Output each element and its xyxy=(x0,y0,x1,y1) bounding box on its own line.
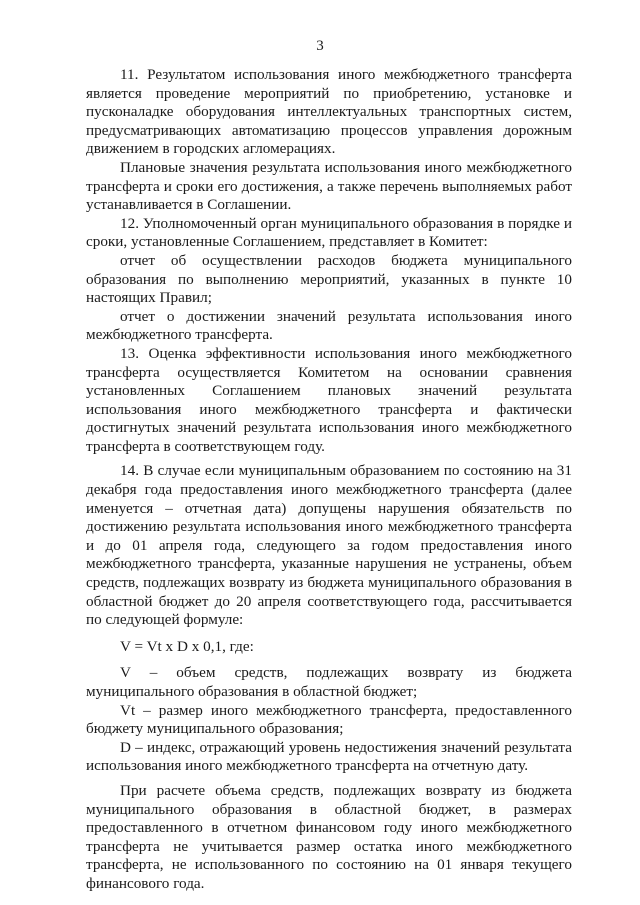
paragraph-12-reporting: 12. Уполномоченный орган муниципального образования в порядке и сроки, установленные Соглашением, представляет в Комитет: xyxy=(86,214,572,251)
paragraph-11-result: 11. Результатом использования иного межбюджетного трансферта является проведение мероприятий по приобретению, установке и пусконаладке оборудования интеллектуальных транспортных систем, предусматривающих автоматизацию процессов управления дорожным движением в городских агломерациях. xyxy=(86,66,572,158)
definition-v: V – объем средств, подлежащих возврату из бюджета муниципального образования в областной бюджет; xyxy=(86,664,572,700)
paragraph-14-violation: 14. В случае если муниципальным образованием по состоянию на 31 декабря года предоставления иного межбюджетного трансферта (далее именуется – отчетная дата) допущены нарушения обязательств по достижению результата использования иного межбюджетного трансферта и до 01 апреля года, следующего за годом предоставления иного межбюджетного трансферта, указанные нарушения не устранены, объем средств, подлежащих возврату из бюджета муниципального образования в областной бюджет до 20 апреля соответствующего года, рассчитывается по следующей формуле: xyxy=(86,462,572,629)
definition-vt: Vt – размер иного межбюджетного трансферта, предоставленного бюджету муниципального образования; xyxy=(86,701,572,738)
definition-d: D – индекс, отражающий уровень недостижения значений результата использования иного межбюджетного трансферта на отчетную дату. xyxy=(86,738,572,775)
paragraph-planned-values: Плановые значения результата использования иного межбюджетного трансферта и сроки его достижения, а также перечень выполняемых работ устанавливается в Соглашении. xyxy=(86,158,572,214)
page-number: 3 xyxy=(316,38,324,54)
formula: V = Vt x D x 0,1, где: xyxy=(120,637,254,655)
paragraph-report-expenses: отчет об осуществлении расходов бюджета муниципального образования по выполнению мероприятий, указанных в пункте 10 настоящих Правил; xyxy=(86,251,572,307)
document-body xyxy=(86,66,572,894)
paragraph-calculation-note: При расчете объема средств, подлежащих возврату из бюджета муниципального образования в областной бюджет, в размерах предоставленного в отчетном финансовом году иного межбюджетного трансферта не учитывается размер остатка иного межбюджетного трансферта, не использованного по состоянию на 01 января текущего финансового года. xyxy=(86,781,572,892)
paragraph-13-evaluation: 13. Оценка эффективности использования иного межбюджетного трансферта осуществляется Комитетом на основании сравнения установленных Соглашением плановых значений результата использования иного межбюджетного трансферта и фактически достигнутых значений результата использования иного межбюджетного трансферта в соответствующем году. xyxy=(86,344,572,455)
paragraph-report-achievement: отчет о достижении значений результата использования иного межбюджетного трансферта. xyxy=(86,307,572,344)
